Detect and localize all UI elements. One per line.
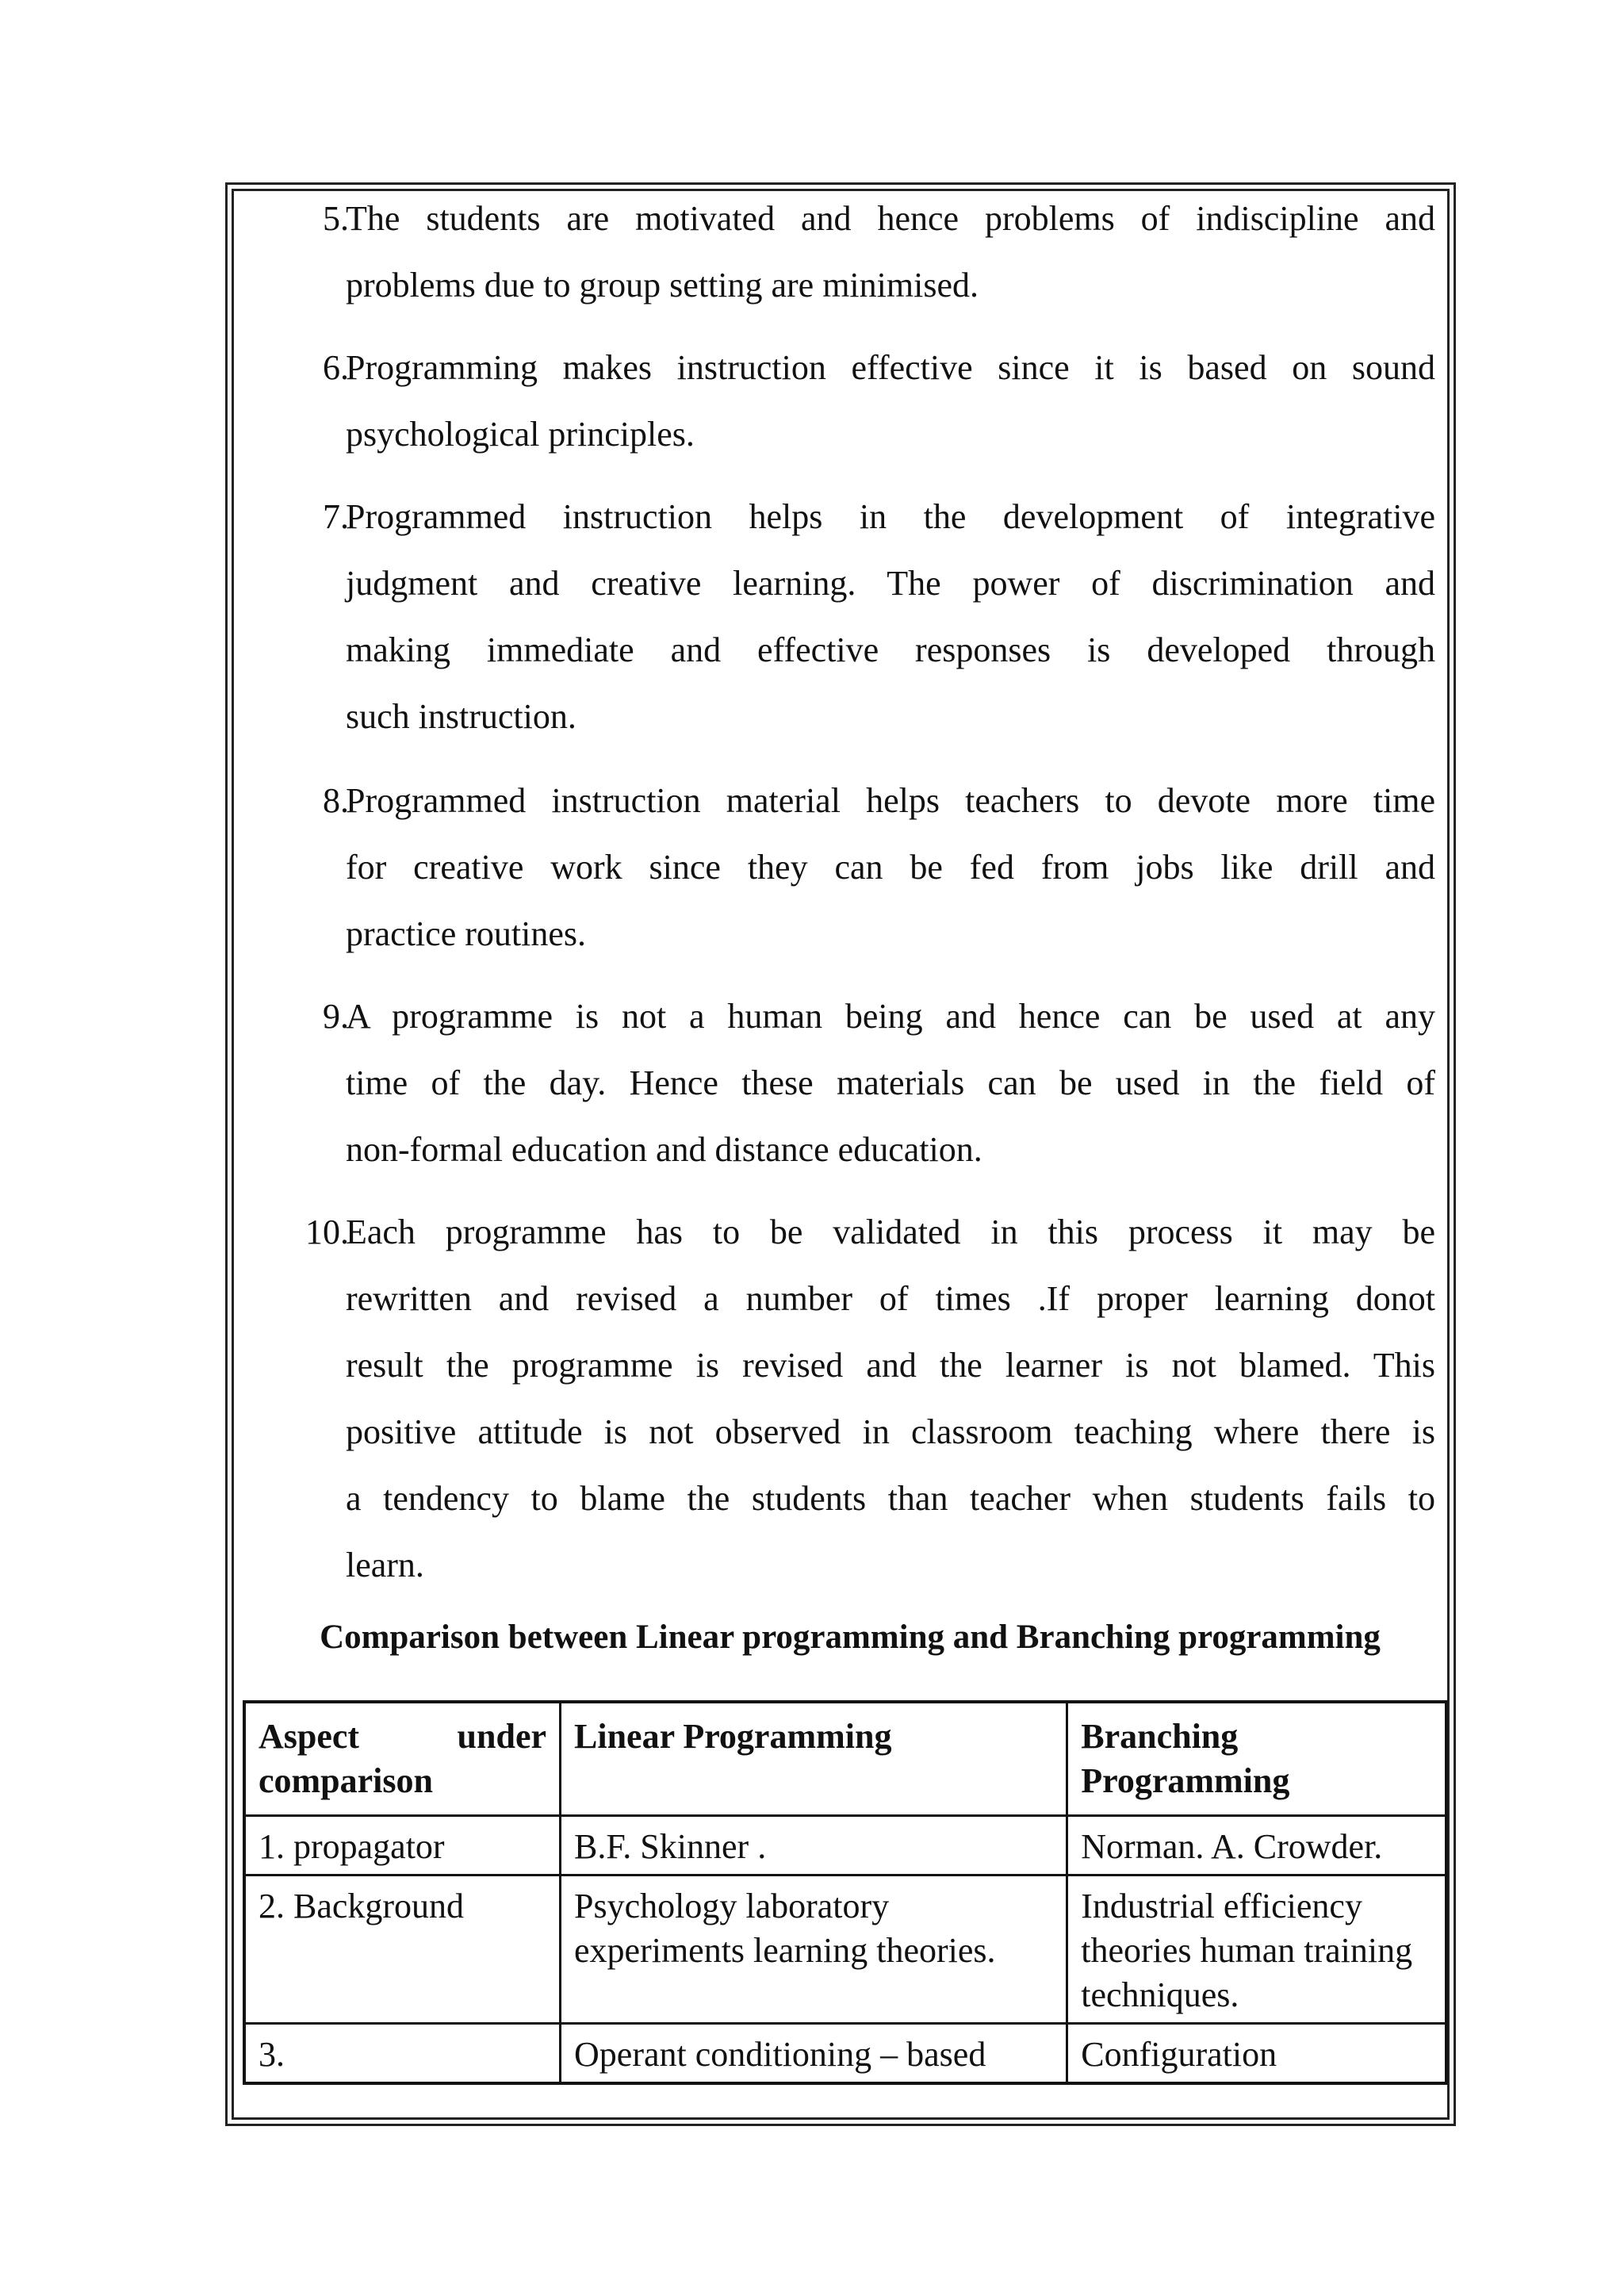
item-text-line: non-formal education and distance education.	[346, 1130, 982, 1169]
table-row	[244, 1875, 1446, 2024]
item-number: 10.	[305, 1213, 349, 1251]
item-text-line: rewritten and revised a number of times .If proper learning donot	[346, 1279, 1435, 1318]
item-number: 9.	[323, 997, 349, 1036]
header-comparison-word: comparison	[259, 1761, 433, 1800]
item-text-line: making immediate and effective responses is developed through	[346, 630, 1435, 669]
header-under-word: under	[457, 1717, 547, 1756]
item-text-line: Programmed instruction material helps teachers to devote more time	[346, 781, 1435, 820]
item-text-line: psychological principles.	[346, 415, 695, 454]
cell-aspect: 1. propagator	[244, 1816, 561, 1875]
item-text	[346, 335, 1435, 468]
table-header-row	[244, 1702, 1446, 1816]
header-linear: Linear Programming	[561, 1702, 1067, 1816]
item-text-line: result the programme is revised and the learner is not blamed. This	[346, 1346, 1435, 1385]
item-number: 6.	[323, 348, 349, 387]
header-branching: Branching Programming	[1067, 1702, 1446, 1816]
cell-linear: B.F. Skinner .	[561, 1816, 1067, 1875]
comparison-heading: Comparison between Linear programming and Branching programming	[320, 1619, 1381, 1656]
table-row	[244, 1816, 1446, 1875]
item-text	[346, 1199, 1435, 1599]
item-number: 7.	[323, 497, 349, 536]
item-text-line: for creative work since they can be fed from jobs like drill and	[346, 848, 1435, 887]
item-number: 8.	[323, 781, 349, 820]
cell-aspect: 2. Background	[244, 1875, 561, 2024]
item-text-line: judgment and creative learning. The power of discrimination and	[346, 564, 1435, 603]
item-number: 5.	[323, 199, 349, 238]
header-aspect	[244, 1702, 561, 1816]
item-text	[346, 768, 1435, 967]
item-text-line: a tendency to blame the students than teacher when students fails to	[346, 1479, 1435, 1518]
item-text-line: time of the day. Hence these materials can be used in the field of	[346, 1063, 1435, 1102]
cell-branching: Norman. A. Crowder.	[1067, 1816, 1446, 1875]
item-text	[346, 484, 1435, 750]
cell-branching: Configuration	[1067, 2024, 1446, 2084]
item-text-line: The students are motivated and hence problems of indiscipline and	[346, 199, 1435, 238]
item-text-line: problems due to group setting are minimised.	[346, 266, 979, 305]
item-text-line: practice routines.	[346, 914, 586, 953]
item-text-line: Programmed instruction helps in the development of integrative	[346, 497, 1435, 536]
item-text-line: learn.	[346, 1546, 424, 1584]
cell-branching: Industrial efficiency theories human training techniques.	[1067, 1875, 1446, 2024]
item-text-line: such instruction.	[346, 697, 576, 736]
item-text	[346, 186, 1435, 319]
cell-aspect: 3.	[244, 2024, 561, 2084]
item-text-line: A programme is not a human being and hence can be used at any	[346, 997, 1435, 1036]
item-text	[346, 983, 1435, 1183]
item-text-line: Each programme has to be validated in this process it may be	[346, 1213, 1435, 1251]
comparison-table	[243, 1700, 1448, 2085]
item-text-line: Programming makes instruction effective since it is based on sound	[346, 348, 1435, 387]
header-aspect-word: Aspect	[259, 1717, 360, 1756]
cell-linear: Psychology laboratory experiments learning theories.	[561, 1875, 1067, 2024]
table-row	[244, 2024, 1446, 2084]
cell-linear: Operant conditioning – based	[561, 2024, 1067, 2084]
item-text-line: positive attitude is not observed in classroom teaching where there is	[346, 1412, 1435, 1451]
